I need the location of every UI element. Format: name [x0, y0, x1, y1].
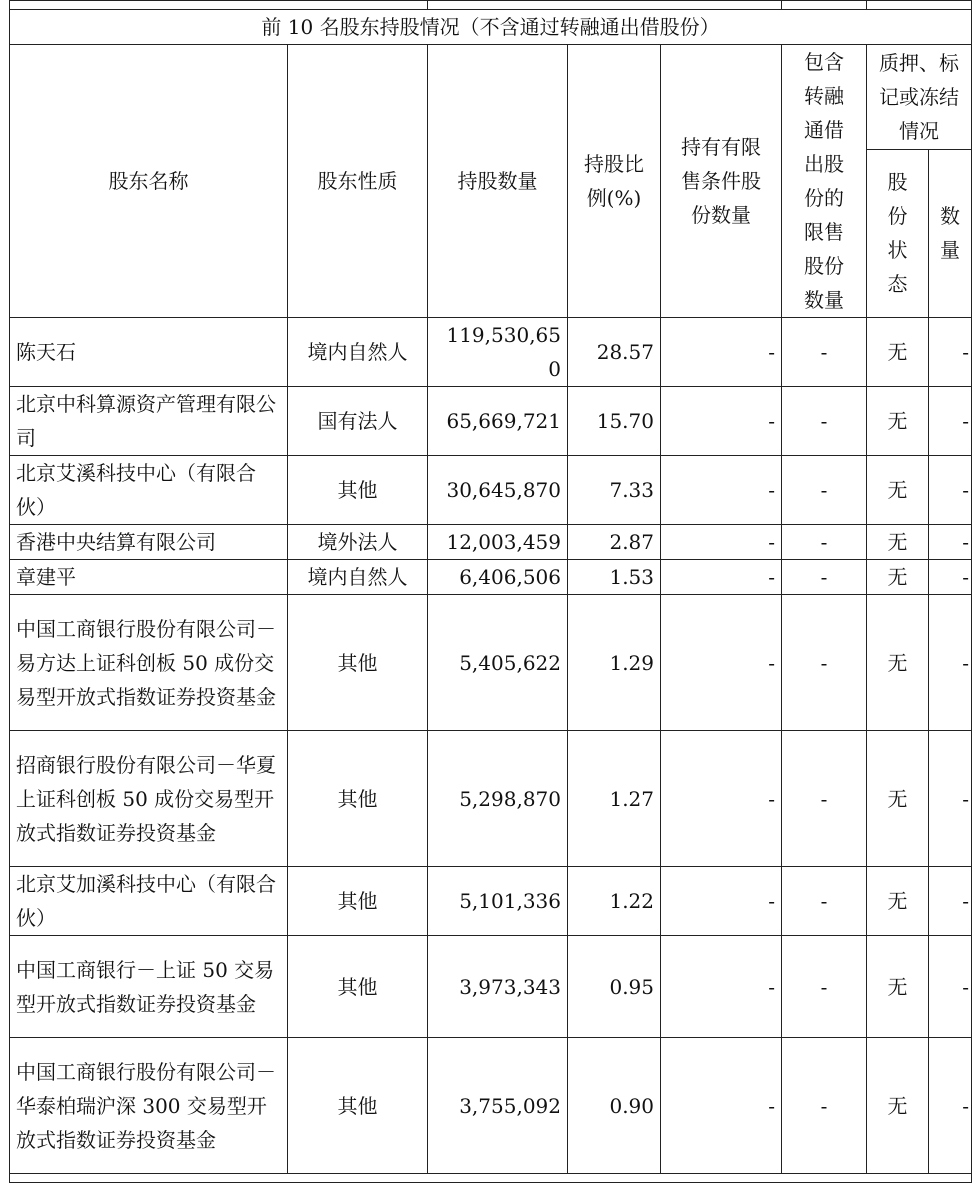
header-pledge-qty: 数量 [929, 149, 972, 317]
lent-shares: - [782, 731, 867, 867]
pledge-qty: - [929, 560, 972, 595]
shares-count: 6,406,506 [428, 560, 568, 595]
top-10-shareholders-table [9, 0, 972, 1183]
pledge-status: 无 [867, 595, 929, 731]
header-nature: 股东性质 [288, 45, 428, 318]
shareholder-name: 北京中科算源资产管理有限公司 [10, 387, 288, 456]
pledge-qty: - [929, 936, 972, 1038]
shares-count: 65,669,721 [428, 387, 568, 456]
pledge-status: 无 [867, 936, 929, 1038]
pledge-qty: - [929, 387, 972, 456]
header-pledge-status: 股份状态 [867, 149, 929, 317]
shareholder-name: 中国工商银行股份有限公司－华泰柏瑞沪深 300 交易型开放式指数证券投资基金 [10, 1038, 288, 1174]
shareholder-name: 招商银行股份有限公司－华夏上证科创板 50 成份交易型开放式指数证券投资基金 [10, 731, 288, 867]
shareholder-nature: 其他 [288, 595, 428, 731]
header-shares: 持股数量 [428, 45, 568, 318]
shares-ratio: 0.95 [568, 936, 661, 1038]
table-row [10, 936, 972, 1038]
table-row [10, 318, 972, 387]
table-row [10, 387, 972, 456]
shareholder-name: 陈天石 [10, 318, 288, 387]
restricted-shares: - [661, 731, 782, 867]
pledge-status: 无 [867, 387, 929, 456]
lent-shares: - [782, 595, 867, 731]
lent-shares: - [782, 936, 867, 1038]
shareholder-nature: 国有法人 [288, 387, 428, 456]
pledge-status: 无 [867, 525, 929, 560]
shares-ratio: 0.90 [568, 1038, 661, 1174]
shares-ratio: 2.87 [568, 525, 661, 560]
pledge-qty: - [929, 731, 972, 867]
lent-shares: - [782, 560, 867, 595]
shareholder-nature: 境内自然人 [288, 318, 428, 387]
shares-count: 12,003,459 [428, 525, 568, 560]
lent-shares: - [782, 867, 867, 936]
table-row [10, 456, 972, 525]
restricted-shares: - [661, 456, 782, 525]
restricted-shares: - [661, 525, 782, 560]
shares-count: 30,645,870 [428, 456, 568, 525]
restricted-shares: - [661, 560, 782, 595]
pledge-status: 无 [867, 1038, 929, 1174]
restricted-shares: - [661, 936, 782, 1038]
lent-shares: - [782, 1038, 867, 1174]
pledge-qty: - [929, 1038, 972, 1174]
shares-ratio: 1.22 [568, 867, 661, 936]
shares-count: 5,101,336 [428, 867, 568, 936]
pledge-status: 无 [867, 867, 929, 936]
table-title-row [10, 10, 972, 45]
header-ratio: 持股比例(%) [568, 45, 661, 318]
header-pledge: 质押、标记或冻结情况 [867, 45, 972, 150]
pledge-status: 无 [867, 731, 929, 867]
header-row-1 [10, 45, 972, 150]
table-title: 前 10 名股东持股情况（不含通过转融通出借股份） [10, 10, 972, 45]
shares-ratio: 1.53 [568, 560, 661, 595]
pledge-qty: - [929, 456, 972, 525]
shares-count: 5,298,870 [428, 731, 568, 867]
restricted-shares: - [661, 1038, 782, 1174]
pledge-qty: - [929, 318, 972, 387]
table-row [10, 560, 972, 595]
lent-shares: - [782, 525, 867, 560]
shareholder-nature: 其他 [288, 1038, 428, 1174]
pledge-status: 无 [867, 560, 929, 595]
table-row [10, 867, 972, 936]
header-restricted: 持有有限售条件股份数量 [661, 45, 782, 318]
restricted-shares: - [661, 387, 782, 456]
shareholder-nature: 境内自然人 [288, 560, 428, 595]
header-name: 股东名称 [10, 45, 288, 318]
restricted-shares: - [661, 867, 782, 936]
shares-ratio: 15.70 [568, 387, 661, 456]
shares-ratio: 7.33 [568, 456, 661, 525]
bottom-cut-row [10, 1174, 972, 1183]
restricted-shares: - [661, 595, 782, 731]
shares-count: 3,973,343 [428, 936, 568, 1038]
shareholder-name: 章建平 [10, 560, 288, 595]
shares-ratio: 28.57 [568, 318, 661, 387]
shareholder-name: 香港中央结算有限公司 [10, 525, 288, 560]
table-row [10, 731, 972, 867]
lent-shares: - [782, 318, 867, 387]
shareholder-name: 中国工商银行股份有限公司－易方达上证科创板 50 成份交易型开放式指数证券投资基金 [10, 595, 288, 731]
pledge-status: 无 [867, 456, 929, 525]
shareholder-nature: 其他 [288, 731, 428, 867]
table-row [10, 595, 972, 731]
shares-count: 5,405,622 [428, 595, 568, 731]
shareholder-nature: 其他 [288, 867, 428, 936]
shareholder-nature: 其他 [288, 456, 428, 525]
shareholder-nature: 其他 [288, 936, 428, 1038]
shares-count: 3,755,092 [428, 1038, 568, 1174]
top-stub-row [10, 1, 972, 10]
shareholder-name: 北京艾溪科技中心（有限合伙） [10, 456, 288, 525]
header-lent: 包含转融通借出股份的限售股份数量 [782, 45, 867, 318]
table-row [10, 525, 972, 560]
lent-shares: - [782, 387, 867, 456]
shareholder-name: 中国工商银行－上证 50 交易型开放式指数证券投资基金 [10, 936, 288, 1038]
shareholder-name: 北京艾加溪科技中心（有限合伙） [10, 867, 288, 936]
shareholder-nature: 境外法人 [288, 525, 428, 560]
pledge-qty: - [929, 595, 972, 731]
lent-shares: - [782, 456, 867, 525]
pledge-qty: - [929, 867, 972, 936]
shares-ratio: 1.27 [568, 731, 661, 867]
shares-ratio: 1.29 [568, 595, 661, 731]
shares-count: 119,530,650 [428, 318, 568, 387]
pledge-status: 无 [867, 318, 929, 387]
pledge-qty: - [929, 525, 972, 560]
table-row [10, 1038, 972, 1174]
restricted-shares: - [661, 318, 782, 387]
